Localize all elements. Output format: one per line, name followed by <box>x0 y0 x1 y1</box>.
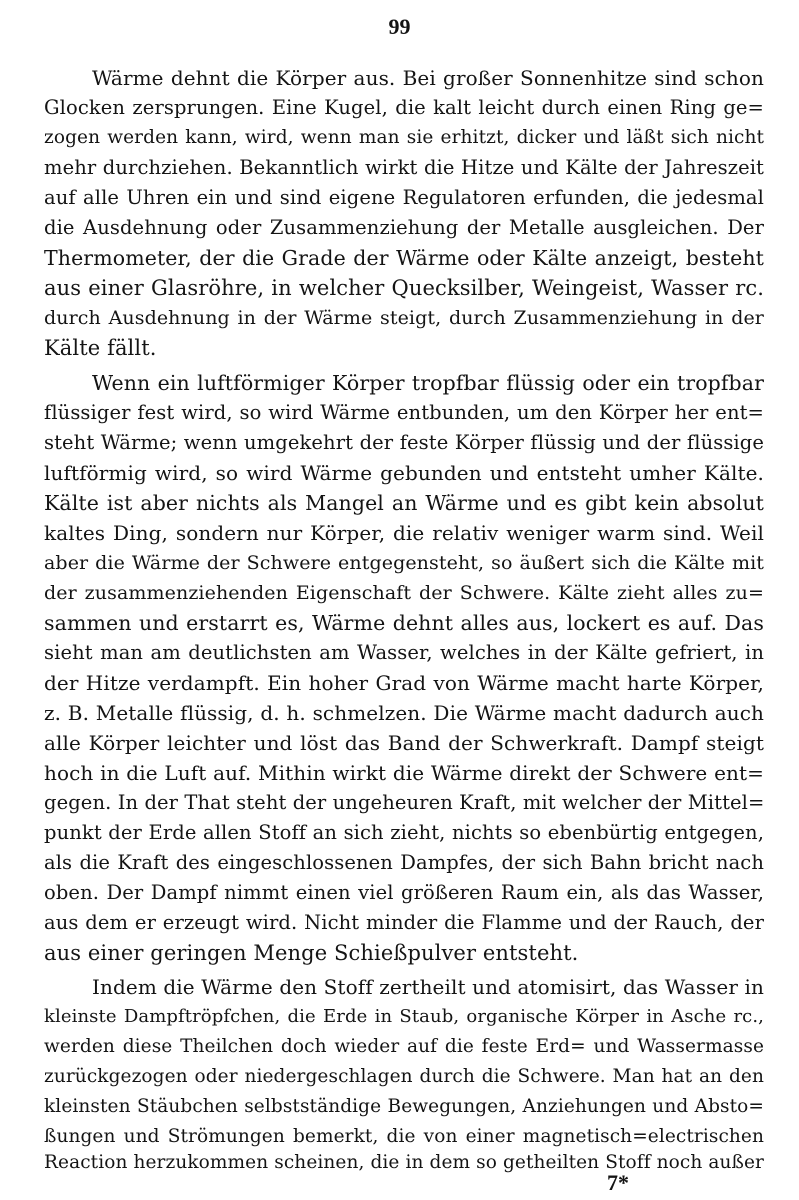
paragraph-3-line-5: kleinsten Stäubchen selbstständige Bewegungen, Anziehungen und Absto= <box>44 1096 764 1117</box>
page-number: 99 <box>388 14 411 39</box>
paragraph-2-line-6: kaltes Ding, sondern nur Körper, die relativ weniger warm sind. Weil <box>44 521 764 545</box>
paragraph-2-line-2: flüssiger fest wird, so wird Wärme entbunden, um den Körper her ent= <box>44 401 764 424</box>
paragraph-1-line-8: aus einer Glasröhre, in welcher Quecksilber, Weingeist, Wasser rc. <box>44 276 764 300</box>
paragraph-2-line-17: als die Kraft des eingeschlossenen Dampfes, der sich Bahn bricht nach <box>44 851 764 874</box>
paragraph-1-line-4: mehr durchziehen. Bekanntlich wirkt die Hitze und Kälte der Jahreszeit <box>44 156 764 179</box>
paragraph-2-line-7: aber die Wärme der Schwere entgegensteht, so äußert sich die Kälte mit <box>44 552 764 574</box>
paragraph-2-line-8: der zusammenziehenden Eigenschaft der Schwere. Kälte zieht alles zu= <box>44 582 764 604</box>
paragraph-2-line-11: der Hitze verdampft. Ein hoher Grad von Wärme macht harte Körper, <box>44 671 764 695</box>
paragraph-2-line-15: gegen. In der That steht der ungeheuren Kraft, mit welcher der Mittel= <box>44 791 765 814</box>
paragraph-1-line-5: auf alle Uhren ein und sind eigene Regulatoren erfunden, die jedesmal <box>44 186 764 209</box>
paragraph-1-line-9: durch Ausdehnung in der Wärme steigt, durch Zusammenziehung in der <box>44 307 764 329</box>
paragraph-3-line-2: kleinste Dampftröpfchen, die Erde in Staub, organische Körper in Asche rc., <box>44 1006 764 1027</box>
paragraph-1-line-3: zogen werden kann, wird, wenn man sie erhitzt, dicker und läßt sich nicht <box>44 127 764 148</box>
paragraph-2-line-12: z. B. Metalle flüssig, d. h. schmelzen. Die Wärme macht dadurch auch <box>44 701 764 725</box>
paragraph-2-line-16: punkt der Erde allen Stoff an sich zieht, nichts so ebenbürtig entgegen, <box>44 821 764 844</box>
paragraph-3-line-3: werden diese Theilchen doch wieder auf die feste Erd= und Wassermasse <box>44 1036 764 1057</box>
paragraph-1-line-6: die Ausdehnung oder Zusammenziehung der Metalle ausgleichen. Der <box>44 216 764 239</box>
paragraph-2-line-18: oben. Der Dampf nimmt einen viel größeren Raum ein, als das Wasser, <box>44 881 764 904</box>
paragraph-2-line-3: steht Wärme; wenn umgekehrt der feste Körper flüssig und der flüssige <box>44 431 764 454</box>
paragraph-2-line-4: luftförmig wird, so wird Wärme gebunden und entsteht umher Kälte. <box>44 461 764 485</box>
paragraph-2-line-19: aus dem er erzeugt wird. Nicht minder die Flamme und der Rauch, der <box>44 911 764 934</box>
paragraph-3-line-7: Reaction herzukommen scheinen, die in dem so getheilten Stoff noch außer <box>44 1152 764 1173</box>
paragraph-2-line-9: sammen und erstarrt es, Wärme dehnt alles aus, lockert es auf. Das <box>44 611 764 635</box>
paragraph-3-line-4: zurückgezogen oder niedergeschlagen durch die Schwere. Man hat an den <box>44 1066 764 1087</box>
paragraph-2-line-5: Kälte ist aber nichts als Mangel an Wärme und es gibt kein absolut <box>44 491 764 515</box>
paragraph-2-line-20: aus einer geringen Menge Schießpulver entsteht. <box>44 941 579 965</box>
printer-signature-mark: 7* <box>607 1170 629 1195</box>
paragraph-1-line-10: Kälte fällt. <box>44 336 157 360</box>
paragraph-3-line-1: Indem die Wärme den Stoff zertheilt und atomisirt, das Wasser in <box>92 975 764 999</box>
paragraph-1-line-7: Thermometer, der die Grade der Wärme oder Kälte anzeigt, besteht <box>44 246 764 270</box>
paragraph-2-line-13: alle Körper leichter und löst das Band der Schwerkraft. Dampf steigt <box>44 731 764 755</box>
paragraph-2-line-1: Wenn ein luftförmiger Körper tropfbar flüssig oder ein tropfbar <box>92 371 764 395</box>
paragraph-2-line-14: hoch in die Luft auf. Mithin wirkt die Wärme direkt der Schwere ent= <box>44 761 764 785</box>
paragraph-1-line-1: Wärme dehnt die Körper aus. Bei großer Sonnenhitze sind schon <box>92 66 764 90</box>
paragraph-2-line-10: sieht man am deutlichsten am Wasser, welches in der Kälte gefriert, in <box>44 641 764 664</box>
paragraph-1-line-2: Glocken zersprungen. Eine Kugel, die kalt leicht durch einen Ring ge= <box>44 96 764 119</box>
paragraph-3-line-6: ßungen und Strömungen bemerkt, die von einer magnetisch=electrischen <box>44 1126 764 1147</box>
